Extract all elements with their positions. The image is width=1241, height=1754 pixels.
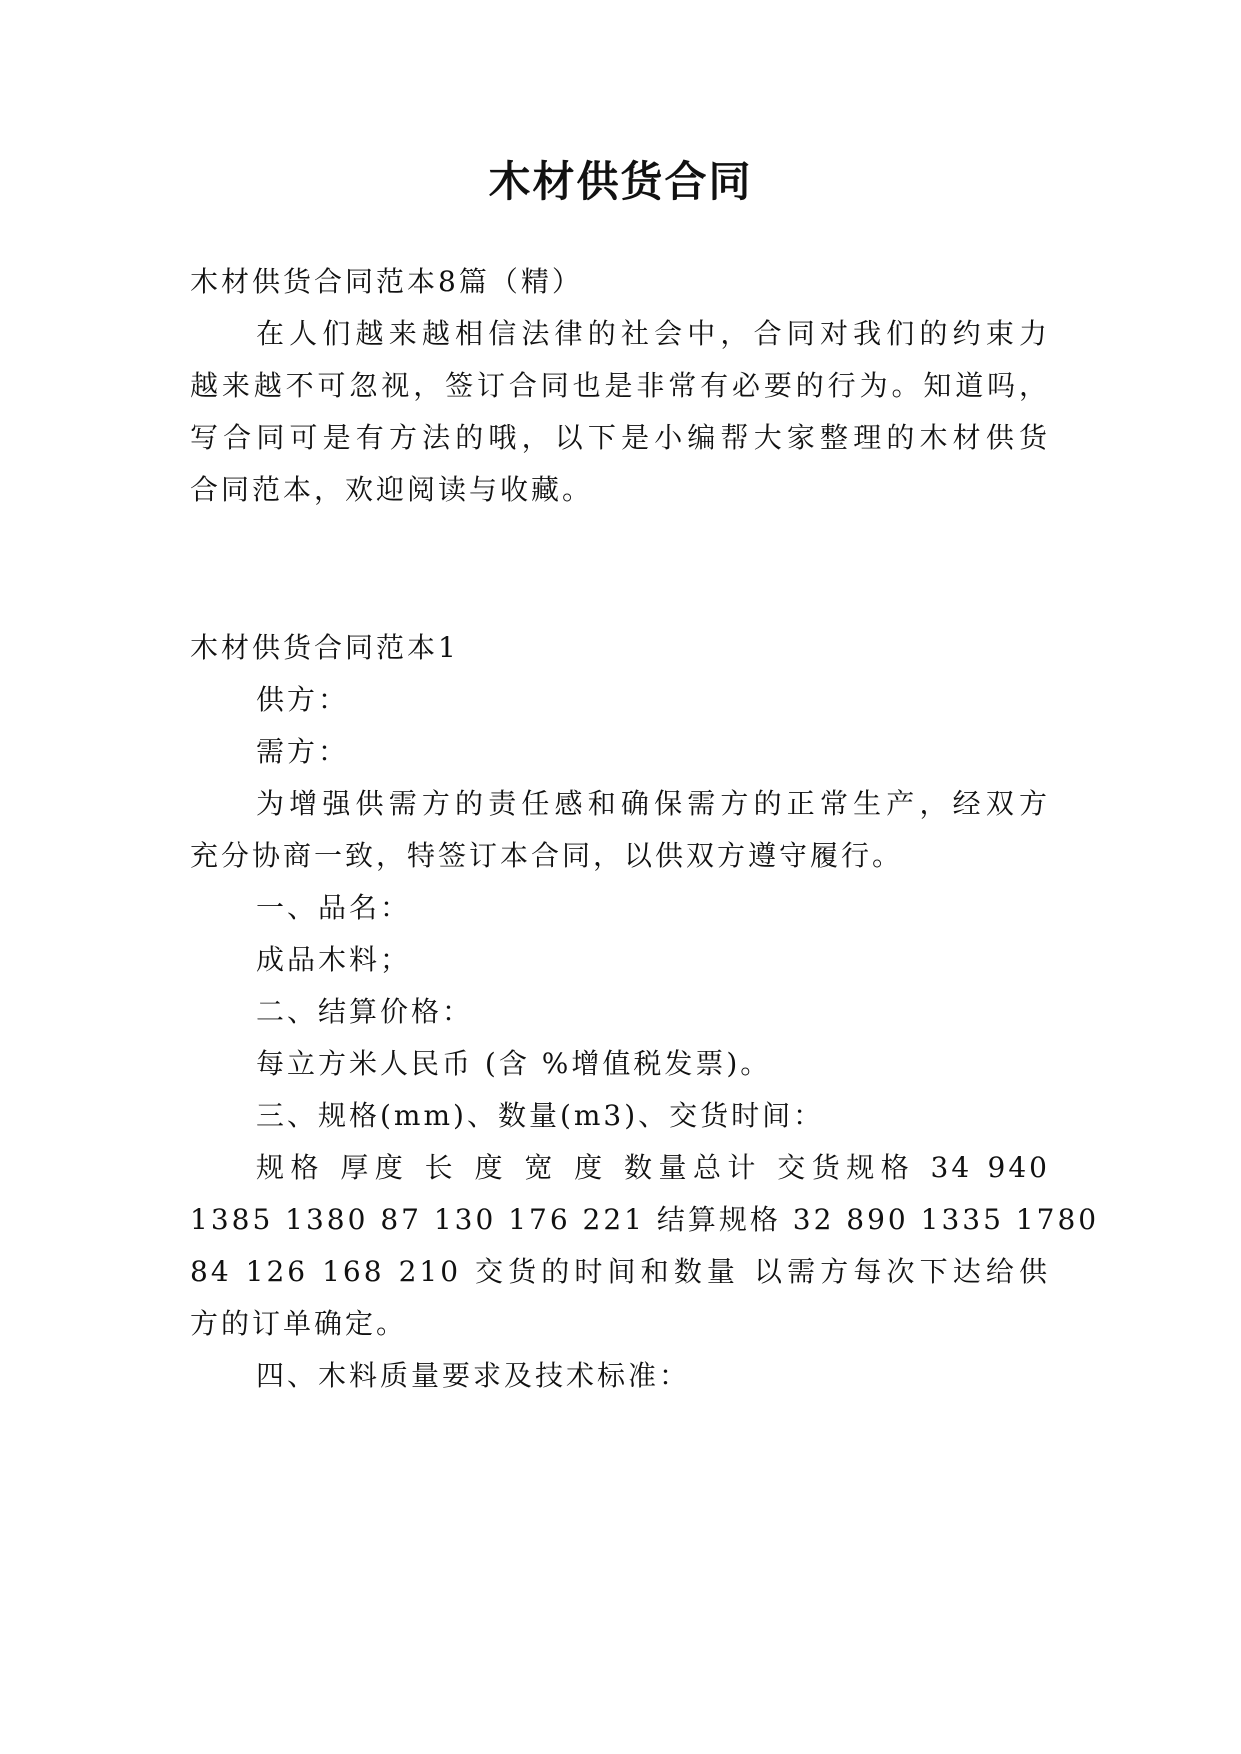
item2-text: 每立方米人民币 (含 %增值税发票)。 — [256, 1047, 772, 1080]
section-heading: 木材供货合同范本1 — [190, 631, 459, 664]
item1-heading: 一、品名： — [256, 891, 412, 924]
preamble-line-2: 充分协商一致，特签订本合同，以供双方遵守履行。 — [190, 839, 904, 872]
item3-line-1: 规格 厚度 长 度 宽 度 数量总计 交货规格 34 940 — [256, 1151, 1050, 1184]
item3-line-2: 1385 1380 87 130 176 221 结算规格 32 890 1335 1780 — [190, 1203, 1100, 1236]
item2-heading: 二、结算价格： — [256, 995, 474, 1028]
supplier-label: 供方： — [256, 683, 350, 716]
intro-line-2: 越来越不可忽视，签订合同也是非常有必要的行为。知道吗， — [190, 369, 1050, 402]
item1-text: 成品木料； — [256, 943, 412, 976]
intro-line-1: 在人们越来越相信法律的社会中，合同对我们的约束力 — [256, 317, 1050, 350]
item3-line-4: 方的订单确定。 — [190, 1307, 408, 1340]
item3-line-3: 84 126 168 210 交货的时间和数量 以需方每次下达给供 — [190, 1255, 1050, 1288]
document-subtitle: 木材供货合同范本8篇（精） — [190, 265, 583, 298]
item4-heading: 四、木料质量要求及技术标准： — [256, 1359, 691, 1392]
buyer-label: 需方： — [256, 735, 350, 768]
intro-line-4: 合同范本，欢迎阅读与收藏。 — [190, 473, 594, 506]
intro-line-3: 写合同可是有方法的哦，以下是小编帮大家整理的木材供货 — [190, 421, 1050, 454]
item3-heading: 三、规格(mm)、数量(m3)、交货时间： — [256, 1099, 825, 1132]
preamble-line-1: 为增强供需方的责任感和确保需方的正常生产，经双方 — [256, 787, 1050, 820]
document-title: 木材供货合同 — [488, 157, 753, 206]
